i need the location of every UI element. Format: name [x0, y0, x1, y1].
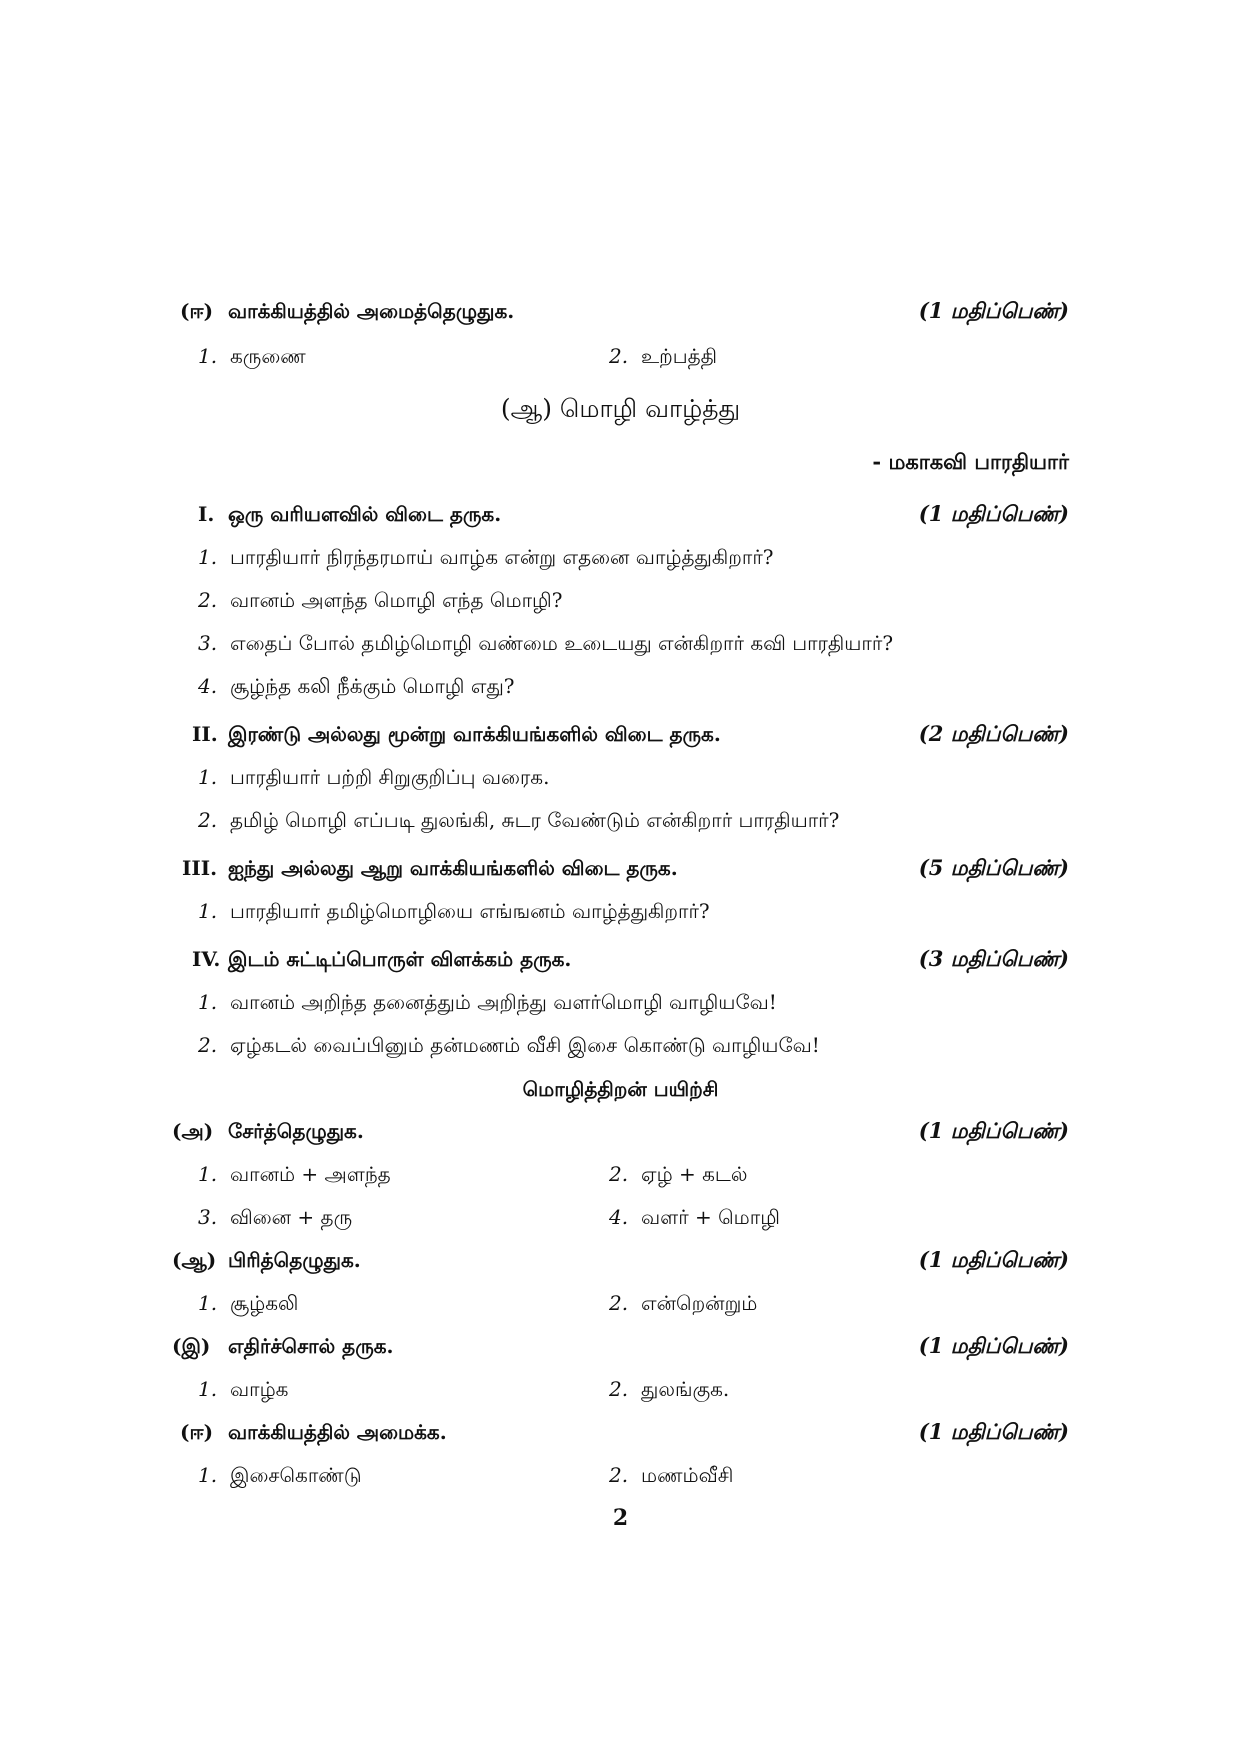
- section-heading: சேர்த்தெழுதுக.: [228, 1119, 364, 1143]
- list-item: [0, 1457, 1241, 1493]
- item-number: 3.: [198, 1205, 218, 1229]
- section-label: (ஈ): [180, 1420, 214, 1444]
- item-number: 3.: [198, 631, 218, 655]
- section-label: IV.: [192, 947, 221, 971]
- list-item: [0, 893, 1241, 929]
- item-text: இசைகொண்டு: [230, 1463, 362, 1487]
- practice-a-header: [0, 1113, 1241, 1149]
- list-item: [0, 802, 1241, 838]
- section-heading: எதிர்ச்சொல் தருக.: [228, 1334, 394, 1358]
- section-heading: இடம் சுட்டிப்பொருள் விளக்கம் தருக.: [228, 947, 572, 971]
- item-number: 1.: [198, 765, 218, 789]
- section-3-header: [0, 850, 1241, 886]
- item-number: 2.: [198, 588, 218, 612]
- list-item: [0, 539, 1241, 575]
- item-text: எதைப் போல் தமிழ்மொழி வண்மை உடையது என்கிறார் கவி பாரதியார்?: [230, 631, 894, 655]
- marks-label: (1 மதிப்பெண்): [918, 298, 1069, 323]
- item-text: வானம் அளந்த மொழி எந்த மொழி?: [230, 588, 563, 612]
- list-item: [0, 625, 1241, 661]
- item-number: 2.: [198, 808, 218, 832]
- section-heading: இரண்டு அல்லது மூன்று வாக்கியங்களில் விடை தருக.: [228, 722, 721, 746]
- item-number: 2.: [609, 1291, 629, 1315]
- item-text: உற்பத்தி: [641, 344, 718, 368]
- section-heading: பிரித்தெழுதுக.: [228, 1248, 361, 1272]
- item-number: 2.: [609, 1162, 629, 1186]
- section-heading: வாக்கியத்தில் அமைக்க.: [228, 1420, 447, 1444]
- item-number: 1.: [198, 545, 218, 569]
- item-text: வளர் + மொழி: [641, 1205, 780, 1229]
- page-number: 2: [612, 1505, 629, 1531]
- list-item: [0, 338, 1241, 374]
- item-text: கருணை: [230, 344, 306, 368]
- item-text: துலங்குக.: [641, 1377, 730, 1401]
- item-number: 4.: [609, 1205, 629, 1229]
- list-item: [0, 1027, 1241, 1063]
- item-number: 2.: [198, 1033, 218, 1057]
- item-number: 1.: [198, 344, 218, 368]
- list-item: [0, 668, 1241, 704]
- lesson-title: (ஆ) மொழி வாழ்த்து: [500, 394, 741, 423]
- item-number: 2.: [609, 1377, 629, 1401]
- section-label: (ஆ): [172, 1248, 217, 1272]
- item-text: சூழ்ந்த கலி நீக்கும் மொழி எது?: [230, 674, 515, 698]
- item-text: சூழ்கலி: [230, 1291, 299, 1315]
- section-label: (இ): [172, 1334, 211, 1358]
- item-text: என்றென்றும்: [641, 1291, 758, 1315]
- section-4-header: [0, 941, 1241, 977]
- practice-c-header: [0, 1328, 1241, 1364]
- section-label: (ஈ): [180, 299, 214, 323]
- item-text: வாழ்க: [230, 1377, 289, 1401]
- item-text: மணம்வீசி: [641, 1463, 734, 1487]
- item-number: 1.: [198, 1377, 218, 1401]
- list-item: [0, 1371, 1241, 1407]
- marks-label: (3 மதிப்பெண்): [918, 946, 1069, 971]
- section-label: (அ): [172, 1119, 214, 1143]
- item-text: ஏழ்கடல் வைப்பினும் தன்மணம் வீசி இசை கொண்டு வாழியவே!: [230, 1033, 820, 1057]
- item-text: வினை + தரு: [230, 1205, 353, 1229]
- item-text: வானம் + அளந்த: [230, 1162, 391, 1186]
- item-text: பாரதியார் நிரந்தரமாய் வாழ்க என்று எதனை வாழ்த்துகிறார்?: [230, 545, 774, 569]
- item-number: 1.: [198, 1291, 218, 1315]
- practice-b-header: [0, 1242, 1241, 1278]
- section-label: III.: [182, 856, 218, 880]
- section-1-header: [0, 496, 1241, 532]
- item-text: தமிழ் மொழி எப்படி துலங்கி, சுடர வேண்டும் என்கிறார் பாரதியார்?: [230, 808, 840, 832]
- marks-label: (2 மதிப்பெண்): [918, 721, 1069, 746]
- item-number: 4.: [198, 674, 218, 698]
- item-number: 1.: [198, 1463, 218, 1487]
- top-section-header: [0, 293, 1241, 329]
- item-text: வானம் அறிந்த தனைத்தும் அறிந்து வளர்மொழி வாழியவே!: [230, 990, 777, 1014]
- item-number: 2.: [609, 344, 629, 368]
- marks-label: (1 மதிப்பெண்): [918, 1247, 1069, 1272]
- section-label: I.: [198, 502, 215, 526]
- section-label: II.: [192, 722, 218, 746]
- marks-label: (5 மதிப்பெண்): [918, 855, 1069, 880]
- section-heading: ஒரு வரியளவில் விடை தருக.: [228, 502, 502, 526]
- item-text: பாரதியார் தமிழ்மொழியை எங்ஙனம் வாழ்த்துகிறார்?: [230, 899, 710, 923]
- list-item: [0, 582, 1241, 618]
- item-number: 2.: [609, 1463, 629, 1487]
- section-2-header: [0, 716, 1241, 752]
- item-text: பாரதியார் பற்றி சிறுகுறிப்பு வரைக.: [230, 765, 550, 789]
- section-heading: ஐந்து அல்லது ஆறு வாக்கியங்களில் விடை தருக.: [228, 856, 678, 880]
- practice-d-header: [0, 1414, 1241, 1450]
- marks-label: (1 மதிப்பெண்): [918, 1419, 1069, 1444]
- marks-label: (1 மதிப்பெண்): [918, 1118, 1069, 1143]
- list-item: [0, 759, 1241, 795]
- practice-title: மொழித்திறன் பயிற்சி: [522, 1077, 719, 1101]
- list-item: [0, 1156, 1241, 1192]
- section-heading: வாக்கியத்தில் அமைத்தெழுதுக.: [228, 299, 515, 323]
- item-text: ஏழ் + கடல்: [641, 1162, 748, 1186]
- list-item: [0, 984, 1241, 1020]
- marks-label: (1 மதிப்பெண்): [918, 501, 1069, 526]
- item-number: 1.: [198, 990, 218, 1014]
- list-item: [0, 1285, 1241, 1321]
- item-number: 1.: [198, 899, 218, 923]
- marks-label: (1 மதிப்பெண்): [918, 1333, 1069, 1358]
- lesson-author: - மகாகவி பாரதியார்: [872, 449, 1069, 474]
- item-number: 1.: [198, 1162, 218, 1186]
- list-item: [0, 1199, 1241, 1235]
